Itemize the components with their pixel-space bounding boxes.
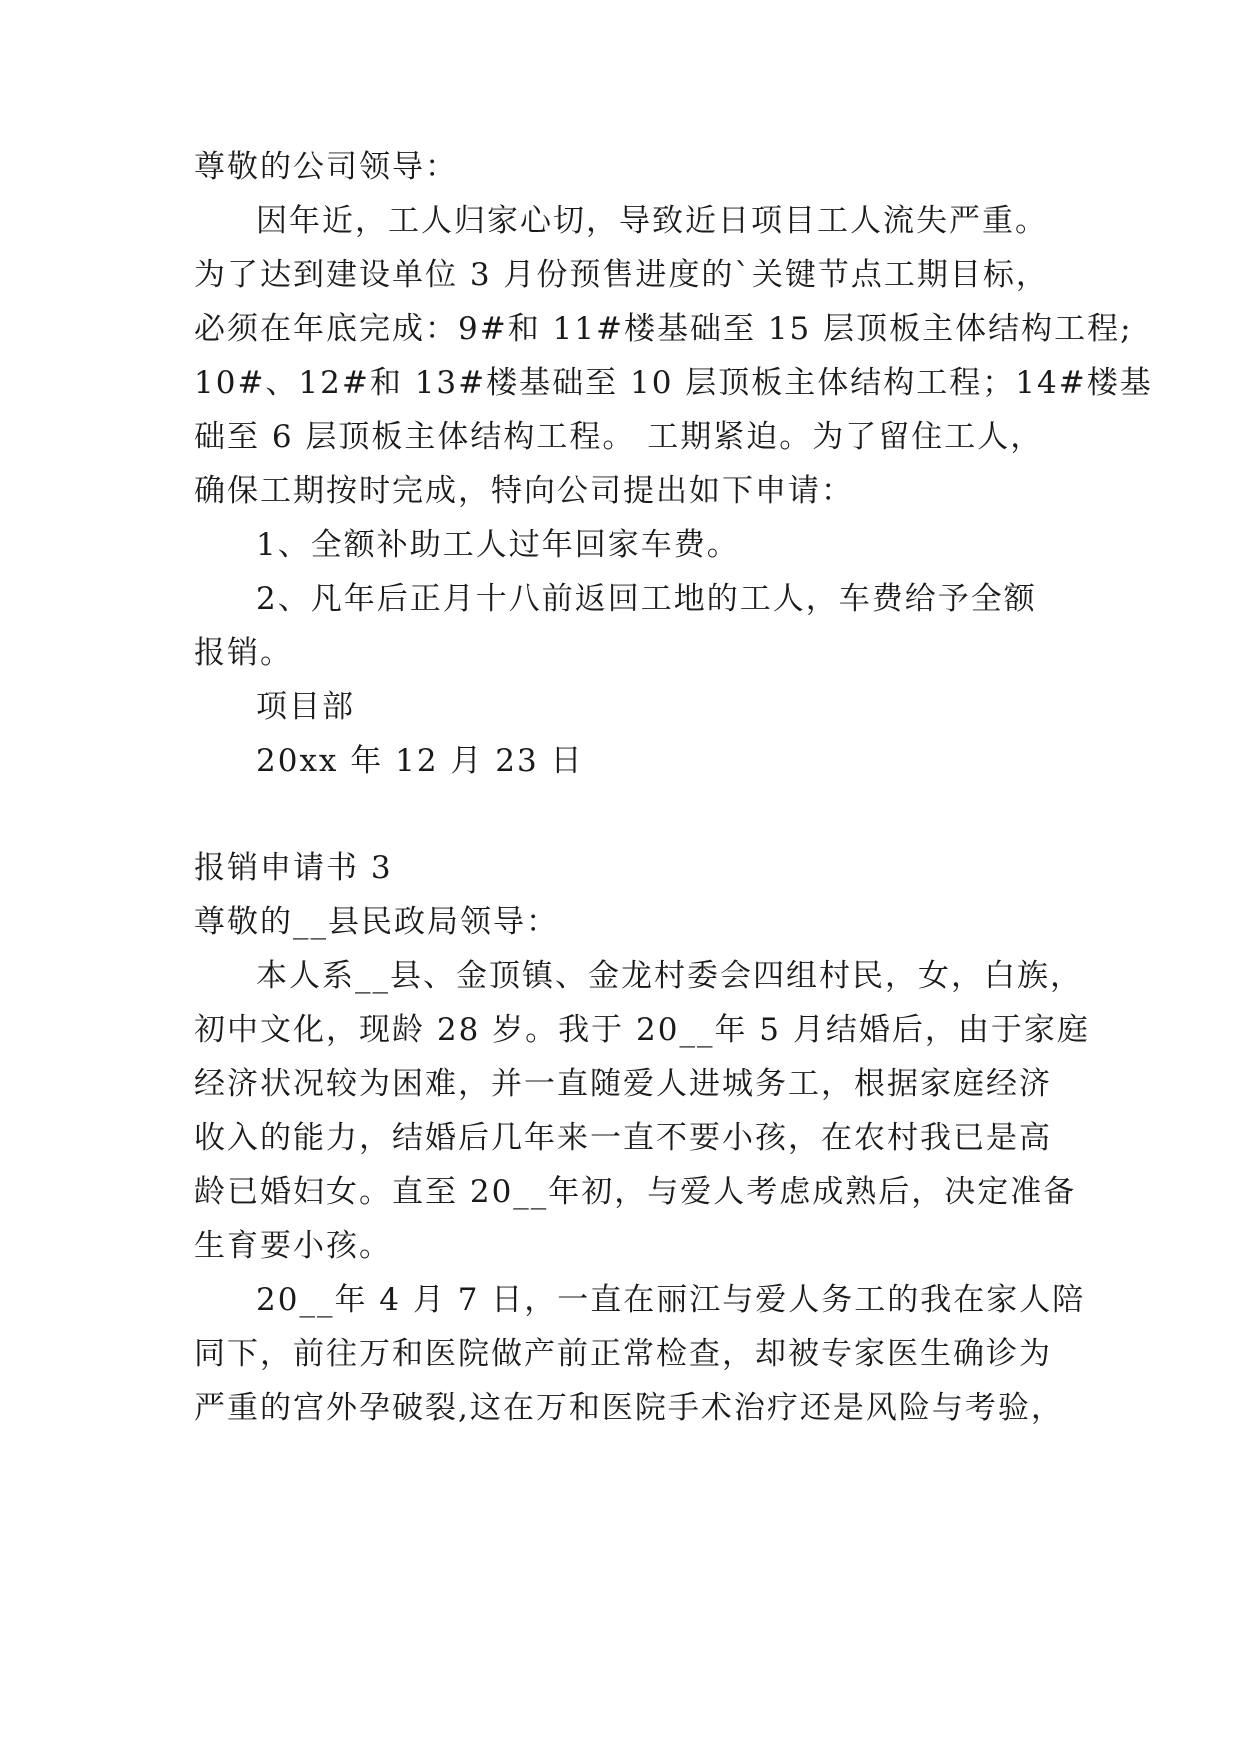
letter1-body-line-6: 确保工期按时完成，特向公司提出如下申请： <box>194 473 854 509</box>
letter1-signature: 项目部 <box>256 689 355 725</box>
letter2-para1-line-1: 本人系__县、金顶镇、金龙村委会四组村民，女，白族， <box>256 958 1083 994</box>
letter1-body-line-2: 为了达到建设单位 3 月份预售进度的`关键节点工期目标， <box>194 257 1049 293</box>
letter2-title: 报销申请书 3 <box>194 850 393 886</box>
letter1-body-line-4: 10#、12#和 13#楼基础至 10 层顶板主体结构工程；14#楼基 <box>194 365 1153 401</box>
letter1-body-line-3: 必须在年底完成：9#和 11#楼基础至 15 层顶板主体结构工程; <box>194 311 1133 347</box>
letter1-item-1: 1、全额补助工人过年回家车费。 <box>256 527 740 563</box>
letter1-item-2-line-1: 2、凡年后正月十八前返回工地的工人，车费给予全额 <box>256 581 1037 617</box>
letter1-item-2-line-2: 报销。 <box>194 635 293 671</box>
letter1-body-line-5: 础至 6 层顶板主体结构工程。 工期紧迫。为了留住工人， <box>194 419 1044 455</box>
letter2-para1-line-2: 初中文化，现龄 28 岁。我于 20__年 5 月结婚后，由于家庭 <box>194 1012 1090 1048</box>
letter2-para1-line-4: 收入的能力，结婚后几年来一直不要小孩，在农村我已是高 <box>194 1120 1052 1156</box>
letter2-para1-line-5: 龄已婚妇女。直至 20__年初，与爱人考虑成熟后，决定准备 <box>194 1174 1077 1210</box>
letter2-salutation: 尊敬的__县民政局领导： <box>194 904 559 940</box>
letter2-para1-line-3: 经济状况较为困难，并一直随爱人进城务工，根据家庭经济 <box>194 1066 1052 1102</box>
letter2-para1-line-6: 生育要小孩。 <box>194 1228 392 1264</box>
letter1-date: 20xx 年 12 月 23 日 <box>256 743 584 779</box>
letter2-para2-line-1: 20__年 4 月 7 日，一直在丽江与爱人务工的我在家人陪 <box>256 1282 1086 1318</box>
letter2-para2-line-2: 同下，前往万和医院做产前正常检查，却被专家医生确诊为 <box>194 1336 1052 1372</box>
letter1-body-line-1: 因年近，工人归家心切，导致近日项目工人流失严重。 <box>256 203 1048 239</box>
letter2-para2-line-3: 严重的宫外孕破裂,这在万和医院手术治疗还是风险与考验， <box>194 1390 1064 1426</box>
letter1-salutation: 尊敬的公司领导： <box>194 149 458 185</box>
